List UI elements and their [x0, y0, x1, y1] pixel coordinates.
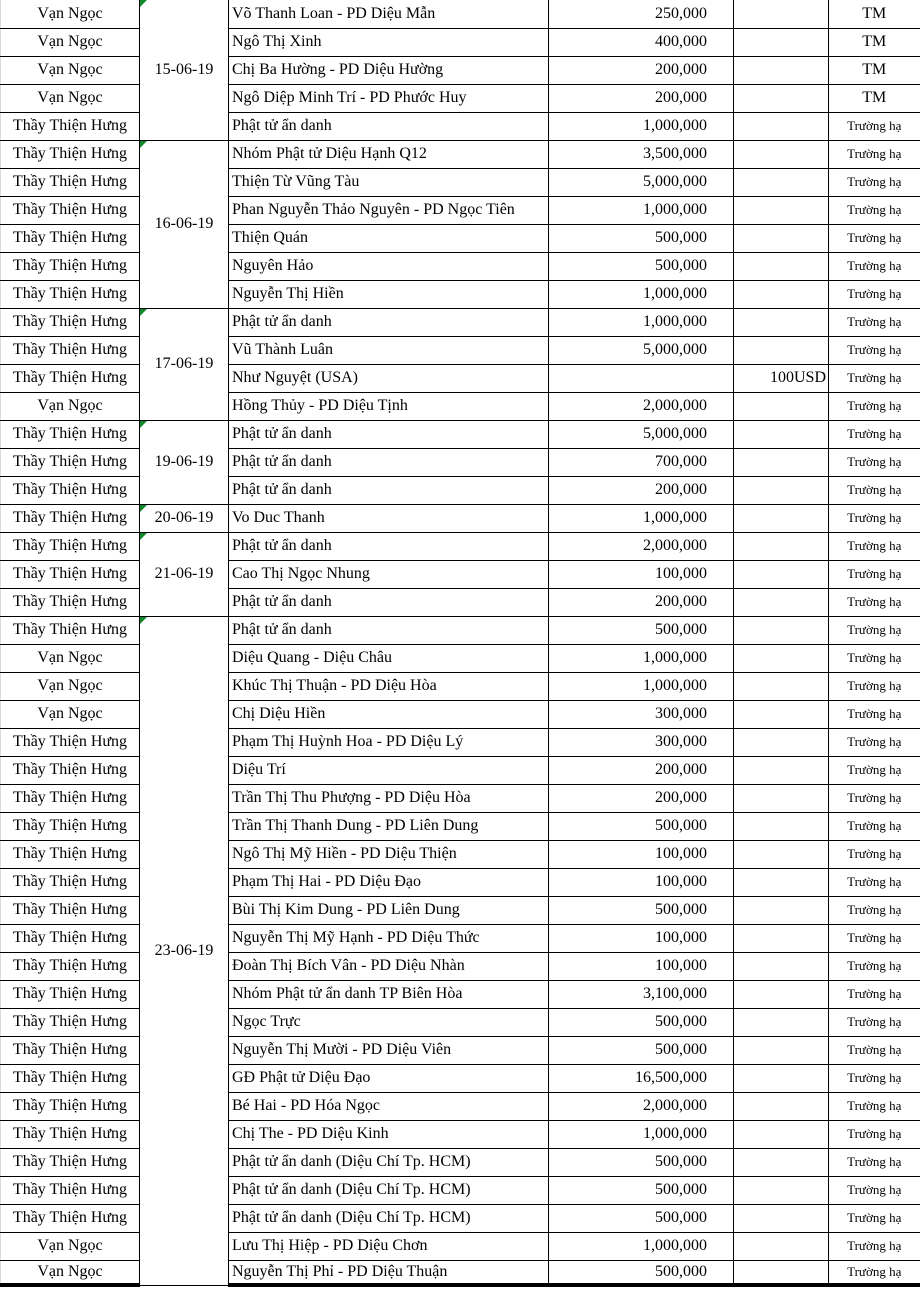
table-row	[1, 112, 920, 140]
cell-amount-vnd[interactable]: 5,000,000	[549, 420, 734, 448]
cell-note[interactable]: Trường hạ	[829, 644, 920, 672]
cell-amount-usd[interactable]	[734, 532, 829, 560]
table-row	[1, 980, 920, 1008]
table-row	[1, 840, 920, 868]
cell-amount-usd[interactable]	[734, 252, 829, 280]
cell-note[interactable]: TM	[829, 28, 920, 56]
date-label: 20-06-19	[154, 509, 214, 526]
cell-amount-usd[interactable]	[734, 168, 829, 196]
table-row	[1, 168, 920, 196]
cell-amount-vnd[interactable]: 300,000	[549, 700, 734, 728]
cell-amount-usd[interactable]: 100USD	[734, 364, 829, 392]
cell-amount-vnd[interactable]: 3,500,000	[549, 140, 734, 168]
cell-donor[interactable]: GĐ Phật tử Diệu Đạo	[229, 1064, 549, 1092]
table-row	[1, 560, 920, 588]
cell-donor[interactable]: Ngọc Trực	[229, 1008, 549, 1036]
cell-donor[interactable]: Diệu Quang - Diệu Châu	[229, 644, 549, 672]
cell-amount-vnd[interactable]: 100,000	[549, 560, 734, 588]
cell-group[interactable]: Thầy Thiện Hưng	[1, 1008, 140, 1036]
cell-amount-vnd[interactable]: 1,000,000	[549, 308, 734, 336]
cell-amount-usd[interactable]	[734, 1064, 829, 1092]
cell-note[interactable]: Trường hạ	[829, 532, 920, 560]
cell-amount-usd[interactable]	[734, 1092, 829, 1120]
cell-donor[interactable]: Nguyễn Thị Phỉ - PD Diệu Thuận	[229, 1260, 549, 1285]
cell-amount-usd[interactable]	[734, 1204, 829, 1232]
cell-group[interactable]: Thầy Thiện Hưng	[1, 476, 140, 504]
cell-donor[interactable]: Vũ Thành Luân	[229, 336, 549, 364]
cell-note[interactable]: Trường hạ	[829, 1120, 920, 1148]
cell-amount-vnd[interactable]: 200,000	[549, 756, 734, 784]
cell-amount-vnd[interactable]: 1,000,000	[549, 1232, 734, 1260]
cell-note[interactable]: Trường hạ	[829, 420, 920, 448]
cell-amount-usd[interactable]	[734, 952, 829, 980]
cell-note[interactable]: Trường hạ	[829, 700, 920, 728]
cell-note[interactable]: Trường hạ	[829, 1092, 920, 1120]
cell-note[interactable]: Trường hạ	[829, 1064, 920, 1092]
cell-amount-vnd[interactable]: 200,000	[549, 84, 734, 112]
cell-donor[interactable]: Thiện Từ Vũng Tàu	[229, 168, 549, 196]
cell-note[interactable]: Trường hạ	[829, 672, 920, 700]
cell-group[interactable]: Vạn Ngọc	[1, 644, 140, 672]
cell-donor[interactable]: Ngô Thị Xinh	[229, 28, 549, 56]
cell-group[interactable]: Thầy Thiện Hưng	[1, 952, 140, 980]
cell-note[interactable]: Trường hạ	[829, 1148, 920, 1176]
cell-amount-vnd[interactable]: 5,000,000	[549, 168, 734, 196]
cell-donor[interactable]: Phạm Thị Hai - PD Diệu Đạo	[229, 868, 549, 896]
date-label: 23-06-19	[154, 941, 214, 959]
cell-note[interactable]: Trường hạ	[829, 336, 920, 364]
cell-amount-usd[interactable]	[734, 308, 829, 336]
cell-group[interactable]: Thầy Thiện Hưng	[1, 1120, 140, 1148]
cell-donor[interactable]: Bùi Thị Kim Dung - PD Liên Dung	[229, 896, 549, 924]
cell-amount-vnd[interactable]: 500,000	[549, 224, 734, 252]
cell-amount-vnd[interactable]: 200,000	[549, 56, 734, 84]
table-row	[1, 784, 920, 812]
cell-donor[interactable]: Diệu Trí	[229, 756, 549, 784]
table-row	[1, 1176, 920, 1204]
error-indicator-triangle-icon	[140, 309, 147, 316]
cell-group[interactable]: Thầy Thiện Hưng	[1, 1092, 140, 1120]
cell-group[interactable]: Thầy Thiện Hưng	[1, 504, 140, 532]
cell-group[interactable]: Thầy Thiện Hưng	[1, 1176, 140, 1204]
cell-amount-usd[interactable]	[734, 672, 829, 700]
table-row	[1, 812, 920, 840]
cell-note[interactable]: Trường hạ	[829, 812, 920, 840]
table-row	[1, 1008, 920, 1036]
cell-amount-usd[interactable]	[734, 448, 829, 476]
cell-group[interactable]: Thầy Thiện Hưng	[1, 980, 140, 1008]
cell-amount-vnd[interactable]: 1,000,000	[549, 644, 734, 672]
table-row	[1, 0, 920, 28]
cell-note[interactable]: Trường hạ	[829, 504, 920, 532]
cell-note[interactable]: Trường hạ	[829, 196, 920, 224]
table-row	[1, 420, 920, 448]
cell-donor[interactable]: Bé Hai - PD Hóa Ngọc	[229, 1092, 549, 1120]
cell-note[interactable]: Trường hạ	[829, 1204, 920, 1232]
cell-note[interactable]: Trường hạ	[829, 868, 920, 896]
cell-donor[interactable]: Phật tử ẩn danh	[229, 532, 549, 560]
cell-donor[interactable]: Như Nguyệt (USA)	[229, 364, 549, 392]
cell-amount-vnd[interactable]: 500,000	[549, 1036, 734, 1064]
table-row	[1, 532, 920, 560]
table-row	[1, 140, 920, 168]
cell-donor[interactable]: Phật tử ẩn danh (Diệu Chí Tp. HCM)	[229, 1148, 549, 1176]
cell-amount-usd[interactable]	[734, 980, 829, 1008]
cell-date[interactable]	[140, 140, 229, 308]
cell-donor[interactable]: Phật tử ẩn danh (Diệu Chí Tp. HCM)	[229, 1204, 549, 1232]
cell-amount-vnd[interactable]: 2,000,000	[549, 532, 734, 560]
cell-amount-usd[interactable]	[734, 56, 829, 84]
cell-amount-usd[interactable]	[734, 784, 829, 812]
table-row	[1, 644, 920, 672]
cell-amount-usd[interactable]	[734, 1176, 829, 1204]
table-row	[1, 476, 920, 504]
cell-note[interactable]: Trường hạ	[829, 364, 920, 392]
cell-amount-vnd[interactable]: 500,000	[549, 1176, 734, 1204]
table-row	[1, 1120, 920, 1148]
table-row	[1, 1260, 920, 1285]
cell-note[interactable]: Trường hạ	[829, 112, 920, 140]
cell-amount-vnd[interactable]: 1,000,000	[549, 1120, 734, 1148]
cell-donor[interactable]: Ngô Diệp Minh Trí - PD Phước Huy	[229, 84, 549, 112]
cell-amount-usd[interactable]	[734, 1260, 829, 1285]
cell-amount-vnd[interactable]: 1,000,000	[549, 504, 734, 532]
cell-group[interactable]: Vạn Ngọc	[1, 0, 140, 28]
cell-date[interactable]	[140, 532, 229, 616]
cell-amount-vnd[interactable]: 400,000	[549, 28, 734, 56]
cell-note[interactable]: Trường hạ	[829, 784, 920, 812]
cell-amount-vnd[interactable]: 200,000	[549, 784, 734, 812]
cell-donor[interactable]: Võ Thanh Loan - PD Diệu Mẫn	[229, 0, 549, 28]
table-row	[1, 924, 920, 952]
cell-donor[interactable]: Hồng Thủy - PD Diệu Tịnh	[229, 392, 549, 420]
date-label: 21-06-19	[154, 565, 214, 582]
cell-date[interactable]	[140, 504, 229, 532]
cell-amount-vnd[interactable]: 500,000	[549, 1204, 734, 1232]
cell-amount-vnd[interactable]: 500,000	[549, 1260, 734, 1285]
cell-amount-vnd[interactable]: 300,000	[549, 728, 734, 756]
error-indicator-triangle-icon	[140, 421, 147, 428]
table-row	[1, 84, 920, 112]
cell-donor[interactable]: Phạm Thị Huỳnh Hoa - PD Diệu Lý	[229, 728, 549, 756]
cell-amount-usd[interactable]	[734, 140, 829, 168]
error-indicator-triangle-icon	[140, 533, 147, 540]
cell-amount-vnd[interactable]: 500,000	[549, 896, 734, 924]
cell-group[interactable]: Thầy Thiện Hưng	[1, 1148, 140, 1176]
table-row	[1, 392, 920, 420]
cell-amount-vnd[interactable]: 500,000	[549, 1008, 734, 1036]
table-row	[1, 1064, 920, 1092]
cell-donor[interactable]: Chị Diệu Hiền	[229, 700, 549, 728]
cell-amount-usd[interactable]	[734, 560, 829, 588]
table-row	[1, 56, 920, 84]
cell-donor[interactable]: Nguyên Hảo	[229, 252, 549, 280]
error-indicator-triangle-icon	[140, 0, 147, 7]
cell-group[interactable]: Thầy Thiện Hưng	[1, 868, 140, 896]
cell-amount-vnd[interactable]: 1,000,000	[549, 672, 734, 700]
cell-group[interactable]: Thầy Thiện Hưng	[1, 896, 140, 924]
cell-donor[interactable]: Cao Thị Ngọc Nhung	[229, 560, 549, 588]
cell-note[interactable]: Trường hạ	[829, 924, 920, 952]
cell-amount-usd[interactable]	[734, 28, 829, 56]
cell-amount-vnd[interactable]: 200,000	[549, 476, 734, 504]
cell-donor[interactable]: Nhóm Phật tử Diệu Hạnh Q12	[229, 140, 549, 168]
cell-group[interactable]: Thầy Thiện Hưng	[1, 616, 140, 644]
table-row	[1, 1148, 920, 1176]
cell-date[interactable]	[140, 420, 229, 504]
cell-amount-usd[interactable]	[734, 616, 829, 644]
cell-group[interactable]: Thầy Thiện Hưng	[1, 588, 140, 616]
cell-amount-usd[interactable]	[734, 1036, 829, 1064]
cell-note[interactable]: Trường hạ	[829, 1260, 920, 1285]
cell-note[interactable]: Trường hạ	[829, 1176, 920, 1204]
cell-note[interactable]: Trường hạ	[829, 140, 920, 168]
cell-note[interactable]: Trường hạ	[829, 588, 920, 616]
cell-donor[interactable]: Trần Thị Thanh Dung - PD Liên Dung	[229, 812, 549, 840]
cell-note[interactable]: Trường hạ	[829, 896, 920, 924]
cell-amount-usd[interactable]	[734, 1120, 829, 1148]
cell-group[interactable]: Thầy Thiện Hưng	[1, 140, 140, 168]
cell-donor[interactable]: Phật tử ẩn danh	[229, 420, 549, 448]
cell-amount-vnd[interactable]: 200,000	[549, 588, 734, 616]
table-row	[1, 308, 920, 336]
table-row	[1, 672, 920, 700]
cell-note[interactable]: Trường hạ	[829, 308, 920, 336]
cell-group[interactable]: Vạn Ngọc	[1, 672, 140, 700]
cell-group[interactable]: Vạn Ngọc	[1, 56, 140, 84]
cell-amount-vnd[interactable]	[549, 364, 734, 392]
cell-amount-vnd[interactable]: 2,000,000	[549, 1092, 734, 1120]
cell-note[interactable]: Trường hạ	[829, 224, 920, 252]
cell-group[interactable]: Thầy Thiện Hưng	[1, 728, 140, 756]
cell-group[interactable]: Thầy Thiện Hưng	[1, 840, 140, 868]
table-row	[1, 1232, 920, 1260]
cell-group[interactable]: Thầy Thiện Hưng	[1, 1064, 140, 1092]
cell-amount-vnd[interactable]: 100,000	[549, 924, 734, 952]
cell-group[interactable]: Thầy Thiện Hưng	[1, 280, 140, 308]
cell-group[interactable]: Thầy Thiện Hưng	[1, 756, 140, 784]
cell-donor[interactable]: Ngô Thị Mỹ Hiền - PD Diệu Thiện	[229, 840, 549, 868]
cell-date[interactable]	[140, 616, 229, 1285]
cell-donor[interactable]: Nguyễn Thị Mười - PD Diệu Viên	[229, 1036, 549, 1064]
table-row	[1, 700, 920, 728]
table-row	[1, 728, 920, 756]
cell-donor[interactable]: Phan Nguyễn Thảo Nguyên - PD Ngọc Tiên	[229, 196, 549, 224]
date-label: 16-06-19	[154, 215, 214, 232]
cell-note[interactable]: Trường hạ	[829, 448, 920, 476]
table-row	[1, 1204, 920, 1232]
table-row	[1, 224, 920, 252]
table-row	[1, 504, 920, 532]
date-label: 19-06-19	[154, 453, 214, 470]
cell-group[interactable]: Thầy Thiện Hưng	[1, 560, 140, 588]
cell-note[interactable]: Trường hạ	[829, 840, 920, 868]
cell-amount-usd[interactable]	[734, 896, 829, 924]
error-indicator-triangle-icon	[140, 617, 147, 624]
cell-donor[interactable]: Khúc Thị Thuận - PD Diệu Hòa	[229, 672, 549, 700]
table-row	[1, 756, 920, 784]
cell-note[interactable]: Trường hạ	[829, 476, 920, 504]
table-row	[1, 952, 920, 980]
cell-amount-usd[interactable]	[734, 812, 829, 840]
cell-amount-vnd[interactable]: 500,000	[549, 1148, 734, 1176]
cell-amount-usd[interactable]	[734, 644, 829, 672]
cell-group[interactable]: Thầy Thiện Hưng	[1, 448, 140, 476]
cell-donor[interactable]: Chị Ba Hường - PD Diệu Hường	[229, 56, 549, 84]
cell-donor[interactable]: Nguyễn Thị Mỹ Hạnh - PD Diệu Thức	[229, 924, 549, 952]
cell-donor[interactable]: Phật tử ẩn danh	[229, 588, 549, 616]
cell-note[interactable]: Trường hạ	[829, 756, 920, 784]
cell-amount-vnd[interactable]: 1,000,000	[549, 280, 734, 308]
table-row	[1, 196, 920, 224]
cell-donor[interactable]: Thiện Quán	[229, 224, 549, 252]
cell-donor[interactable]: Chị The - PD Diệu Kinh	[229, 1120, 549, 1148]
cell-group[interactable]: Vạn Ngọc	[1, 84, 140, 112]
cell-group[interactable]: Thầy Thiện Hưng	[1, 420, 140, 448]
cell-donor[interactable]: Trần Thị Thu Phượng - PD Diệu Hòa	[229, 784, 549, 812]
cell-amount-usd[interactable]	[734, 392, 829, 420]
cell-amount-vnd[interactable]: 100,000	[549, 868, 734, 896]
cell-amount-usd[interactable]	[734, 840, 829, 868]
cell-amount-usd[interactable]	[734, 336, 829, 364]
cell-donor[interactable]: Nguyễn Thị Hiền	[229, 280, 549, 308]
cell-group[interactable]: Thầy Thiện Hưng	[1, 252, 140, 280]
table-row	[1, 280, 920, 308]
cell-donor[interactable]: Phật tử ẩn danh	[229, 112, 549, 140]
cell-date[interactable]	[140, 0, 229, 140]
cell-amount-vnd[interactable]: 16,500,000	[549, 1064, 734, 1092]
cell-note[interactable]: Trường hạ	[829, 728, 920, 756]
table-row	[1, 1036, 920, 1064]
table-row	[1, 896, 920, 924]
cell-donor[interactable]: Nhóm Phật tử ẩn danh TP Biên Hòa	[229, 980, 549, 1008]
cell-amount-usd[interactable]	[734, 280, 829, 308]
cell-amount-usd[interactable]	[734, 224, 829, 252]
cell-note[interactable]: Trường hạ	[829, 560, 920, 588]
cell-group[interactable]: Thầy Thiện Hưng	[1, 532, 140, 560]
cell-amount-usd[interactable]	[734, 84, 829, 112]
cell-group[interactable]: Thầy Thiện Hưng	[1, 224, 140, 252]
cell-amount-usd[interactable]	[734, 756, 829, 784]
table-row	[1, 588, 920, 616]
table-row	[1, 252, 920, 280]
cell-amount-usd[interactable]	[734, 588, 829, 616]
cell-amount-usd[interactable]	[734, 0, 829, 28]
cell-group[interactable]: Thầy Thiện Hưng	[1, 1036, 140, 1064]
cell-amount-usd[interactable]	[734, 728, 829, 756]
cell-note[interactable]: Trường hạ	[829, 1008, 920, 1036]
cell-group[interactable]: Thầy Thiện Hưng	[1, 196, 140, 224]
cell-amount-vnd[interactable]: 1,000,000	[549, 196, 734, 224]
cell-donor[interactable]: Lưu Thị Hiệp - PD Diệu Chơn	[229, 1232, 549, 1260]
cell-donor[interactable]: Phật tử ẩn danh	[229, 616, 549, 644]
cell-group[interactable]: Vạn Ngọc	[1, 1232, 140, 1260]
date-label: 15-06-19	[154, 60, 214, 78]
cell-group[interactable]: Thầy Thiện Hưng	[1, 308, 140, 336]
cell-amount-vnd[interactable]: 2,000,000	[549, 392, 734, 420]
cell-amount-vnd[interactable]: 3,100,000	[549, 980, 734, 1008]
cell-donor[interactable]: Đoàn Thị Bích Vân - PD Diệu Nhàn	[229, 952, 549, 980]
cell-amount-vnd[interactable]: 100,000	[549, 840, 734, 868]
cell-amount-usd[interactable]	[734, 868, 829, 896]
cell-note[interactable]: TM	[829, 0, 920, 28]
cell-note[interactable]: TM	[829, 56, 920, 84]
table-row	[1, 1092, 920, 1120]
cell-amount-usd[interactable]	[734, 112, 829, 140]
cell-note[interactable]: Trường hạ	[829, 1036, 920, 1064]
cell-group[interactable]: Vạn Ngọc	[1, 1260, 140, 1285]
table-row	[1, 616, 920, 644]
cell-amount-usd[interactable]	[734, 1232, 829, 1260]
cell-date[interactable]	[140, 308, 229, 420]
cell-donor[interactable]: Phật tử ẩn danh	[229, 308, 549, 336]
cell-note[interactable]: Trường hạ	[829, 252, 920, 280]
cell-amount-usd[interactable]	[734, 504, 829, 532]
cell-group[interactable]: Thầy Thiện Hưng	[1, 336, 140, 364]
error-indicator-triangle-icon	[140, 141, 147, 148]
date-label: 17-06-19	[154, 355, 214, 372]
cell-donor[interactable]: Phật tử ẩn danh (Diệu Chí Tp. HCM)	[229, 1176, 549, 1204]
cell-amount-usd[interactable]	[734, 1008, 829, 1036]
cell-note[interactable]: Trường hạ	[829, 168, 920, 196]
cell-amount-usd[interactable]	[734, 924, 829, 952]
table-row	[1, 364, 920, 392]
cell-note[interactable]: Trường hạ	[829, 1232, 920, 1260]
cell-note[interactable]: Trường hạ	[829, 952, 920, 980]
cell-note[interactable]: Trường hạ	[829, 980, 920, 1008]
table-row	[1, 868, 920, 896]
cell-donor[interactable]: Vo Duc Thanh	[229, 504, 549, 532]
cell-amount-vnd[interactable]: 100,000	[549, 952, 734, 980]
cell-group[interactable]: Vạn Ngọc	[1, 700, 140, 728]
cell-donor[interactable]: Phật tử ẩn danh	[229, 448, 549, 476]
cell-note[interactable]: Trường hạ	[829, 280, 920, 308]
cell-group[interactable]: Thầy Thiện Hưng	[1, 784, 140, 812]
cell-amount-usd[interactable]	[734, 476, 829, 504]
cell-group[interactable]: Vạn Ngọc	[1, 392, 140, 420]
cell-note[interactable]: Trường hạ	[829, 616, 920, 644]
cell-note[interactable]: Trường hạ	[829, 392, 920, 420]
cell-group[interactable]: Thầy Thiện Hưng	[1, 812, 140, 840]
cell-amount-vnd[interactable]: 500,000	[549, 616, 734, 644]
cell-amount-usd[interactable]	[734, 196, 829, 224]
error-indicator-triangle-icon	[140, 505, 147, 512]
table-row	[1, 448, 920, 476]
cell-amount-vnd[interactable]: 5,000,000	[549, 336, 734, 364]
donations-table-body	[1, 0, 920, 1285]
cell-group[interactable]: Thầy Thiện Hưng	[1, 1204, 140, 1232]
cell-group[interactable]: Thầy Thiện Hưng	[1, 364, 140, 392]
table-row	[1, 336, 920, 364]
cell-amount-usd[interactable]	[734, 700, 829, 728]
cell-amount-vnd[interactable]: 250,000	[549, 0, 734, 28]
cell-amount-usd[interactable]	[734, 1148, 829, 1176]
cell-group[interactable]: Thầy Thiện Hưng	[1, 924, 140, 952]
cell-amount-usd[interactable]	[734, 420, 829, 448]
cell-note[interactable]: TM	[829, 84, 920, 112]
cell-amount-vnd[interactable]: 1,000,000	[549, 112, 734, 140]
cell-donor[interactable]: Phật tử ẩn danh	[229, 476, 549, 504]
table-row	[1, 28, 920, 56]
cell-group[interactable]: Vạn Ngọc	[1, 28, 140, 56]
cell-amount-vnd[interactable]: 700,000	[549, 448, 734, 476]
cell-amount-vnd[interactable]: 500,000	[549, 252, 734, 280]
cell-amount-vnd[interactable]: 500,000	[549, 812, 734, 840]
cell-group[interactable]: Thầy Thiện Hưng	[1, 168, 140, 196]
cell-group[interactable]: Thầy Thiện Hưng	[1, 112, 140, 140]
